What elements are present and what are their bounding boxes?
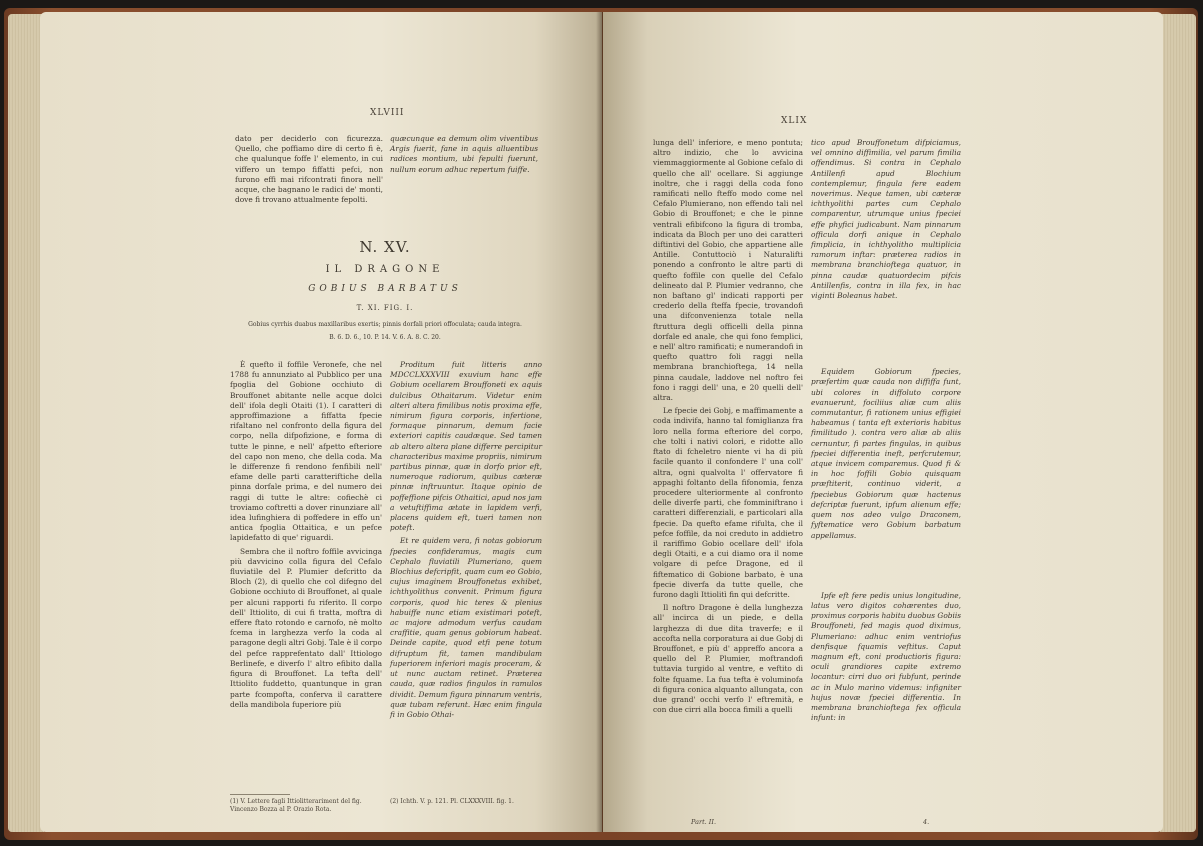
right-page-number: XLIX (781, 116, 808, 126)
left-latin-column: Proditum fuit litteris anno MDCCLXXXVIII exuvium hanc effe Gobium ocellarem Brouffoneti ex aquis dulcibus Othaitarum. Videtur enim alteri altera fimilibus notis proxima effe, nimirum figura corporis, infertione, formaque pinnarum, demum facie exteriori capitis caudæque. Sed tamen ab altero altera plane differre percipitur characteribus maxime propriis, nimirum partibus pinnæ, quæ in dorfo prior eft, numeroque radiorum, quibus cæteræ pinnæ inftruuntur. Itaque opinio de poffeffione pifcis Othaitici, apud nos jam a vetuftiffima ætate in lapidem verfi, placens quidem eft, tueri tamen non poteft. Et re quidem vera, fi notas gobiorum fpecies confideramus, magis cum Cephalo fluviatili Plumeriano, quem Blochius defcripfit, quam cum eo Gobio, cujus imaginem Brouffonetus exhibet, ichthyolithus convenit. Primum figura corporis, quod hic teres & plenius habuiffe nunc etiam existimari poteft, ac majore admodum verfus caudam craffitie, quam genus gobiorum habeat. Deinde capite, quod etfi pene totum difruptum fit, tamen mandibulam fuperiorem inferiori magis proceram, & ut nunc auctam retinet. Præterea cauda, quæ radios fingulos in ramulos dividit. Demum figura pinnarum ventris, quæ tubam referunt. Hæc enim fingula fi in Gobio Othai- (390, 360, 542, 719)
right-page (603, 12, 1163, 832)
intro-italian-text: dato per deciderlo con ficurezza. Quello, che poffiamo dire di certo fi è, che qualunque foffe l' elemento, in cui viffero un tempo fiffatti pefci, non furono effi mai rifcontrati finora nell' acque, che bagnano le radici de' monti, dove fi trovano attualmente fepolti. (235, 134, 383, 205)
species-diagnosis: Gobius cyrrhis duabus maxillaribus exertis; pinnis dorfali priori offoculata; cauda integra. (248, 321, 522, 328)
right-latin-column: tico apud Brouffonetum difpiciamus, vel omnino diffimilia, vel parum fimilia offendimus. Si contra in Cephalo Antillenfi apud Blochium contemplemur, fingula fere eadem noverimus. Neque tamen, ubi cæteræ ichthyolithi partes cum Cephalo comparentur, utrumque unius fpeciei effe phyfici judicabunt. Nam pinnarum officula dorfi anique in Cephalo fimplicia, in ichthyolitho multiplicia ramorum inftar: præterea radios in membrana branchioftega quatuor, in pinna caudæ quatuordecim pifcis Antillenfis, contra in illa fex, in hac viginti Boleanus habet. Equidem Gobiorum fpecies, præfertim quæ cauda non diffiffa funt, ubi colores in diffoluto corpore evanuerunt, fociliius aliæ cum aliis commutantur, fi rationem unius effigiei habeamus ( tanta eft exterioris habitus fimilitudo ). contra vero aliæ ab aliis cernuntur, fi partes fingulas, in quibus fpeciei differentia ineft, perfcrutemur, atque invicem comparemus. Quod fi & in hoc foffili Gobio quisquam præftiterit, continuo viderit, a fpeciebus Gobiorum quæ hactenus defcriptæ fuerunt, ipfum alienum effe; quem nos adeo vulgo Draconem, fyftematice vero Gobium barbatum appellamus. Ipfe eft fere pedis unius longitudine, latus vero digitos cohærentes duo, proximus corporis habitu duobus Gobiis Brouffoneti, fed magis quod diximus, Plumeriano: adhuc enim ventriofus denfisque fquamis veftitus. Caput magnum eft, coni productioris figura: oculi grandiores capite extremo locantur: cirri duo ori fubfunt, perinde ac in Mulo marino videmus: infigniter hujus novæ fpeciei differentia. In membrana branchioftega fex officula infunt: in (811, 138, 962, 723)
catchword: 4. (923, 818, 930, 826)
signature-mark: Part. II. (691, 818, 717, 826)
footnote-1: (1) V. Lettere fagli Ittiolitterariment del fig. Vincenzo Bozza al P. Orazio Rota. (230, 798, 362, 813)
plate-reference: T. XI. FIG. I. (356, 304, 414, 312)
left-page-number: XLVIII (370, 108, 405, 118)
right-page-edges (1160, 14, 1196, 832)
left-page-edges (8, 14, 44, 832)
footnote-rule (230, 794, 290, 795)
intro-latin-text: quæcunque ea demum olim viventibus Argis fuerit, fane in aquis alluentibus radices montium, ubi fepulti fuerunt, nullum eorum adhuc repertum fuiffe. (390, 134, 538, 174)
right-italian-column: lunga dell' inferiore, e meno pontuta; altro indizio, che lo avvicina viemmaggiormente al Gobione cefalo di quello che all' ocellare. Si aggiunge inoltre, che i raggi della coda fono ramificati nello fteffo modo come nel Cefalo Plumierano, non effendo tali nel Gobio di Brouffonet; e che le pinne ventrali efibifcono la figura di tromba, indicata da Bloch per uno dei caratteri diftintivi del Gobio, che appartiene alle Antille. Contuttociò i Naturalifti ponendo a confronto le altre parti di quefto foffile con quelle del Cefalo delineato dal P. Plumier vedranno, che non baftano gl' indicati rapporti per crederlo della fteffa fpecie, trovandofi una difconvenienza totale nella ftruttura degli officelli della pinna dorfale ed anale, che qui fono femplici, e nell' altro ramificati; e numerandofi in quefto quattro foli raggi nella membrana branchioftega, 14 nella pinna caudale, laddove nel noftro fei fono i raggi dell' una, e 20 quelli dell' altra. Le fpecie dei Gobj, e maffimamente a coda indivifa, hanno tal fomiglianza fra loro nella forma efteriore del corpo, che tolti i nativi colori, e ridotte allo ftato di fcheletro niente vi ha di più facile quanto il confondere l' una coll' altra, ogni qualvolta l' offervatore fi appaghi foltanto della fifonomia, fenza procedere ulteriormente al confronto delle diverfe parti, che fomminiftrano i caratteri differenziali, e particolari alla fpecie. Da quefto efame rifulta, che il pefce foffile, da noi creduto in addietro il rariffimo Gobio ocellare dell' ifola degli Otaiti, e a cui diamo ora il nome volgare di pefce Dragone, ed il fiftematico di Gobione barbato, è una fpecie diverfa da tutte quelle, che furono dagli Ittiolitì fin qui defcritte. Il noftro Dragone è della lunghezza all' incirca di un piede, e della larghezza di due dita traverfe; e il accofta nella corporatura ai due Gobj di Brouffonet, e più d' appreffo ancora a quello del P. Plumier, moftrandofi tuttavia turgido al ventre, e veftito di folte fquame. La fua tefta è voluminofa di figura conica alquanto allungata, con due grand' occhi verfo l' eftremità, e con due cirri alla bocca fimili a quelli (653, 138, 803, 715)
section-number: N. XV. (359, 238, 411, 256)
species-name-title: GOBIUS BARBATUS (308, 284, 462, 294)
fin-formula: B. 6. D. 6., 10. P. 14. V. 6. A. 8. C. 20. (329, 334, 441, 341)
footnote-2: (2) Ichth. V. p. 121. Pl. CLXXXVIII. fig. 1. (390, 798, 514, 805)
common-name-title: IL DRAGONE (325, 264, 445, 275)
left-page (40, 12, 602, 832)
left-italian-column: È quefto il foffile Veronefe, che nel 1788 fu annunziato al Pubblico per una fpoglia del Gobione occhiuto di Brouffonet abitante nelle acque dolci dell' ifola degli Otaiti (1). I caratteri di approffimazione a fiffatta fpecie rifaltano nel confronto della figura del corpo, nella difpofizione, e forma di tutte le pinne, e nell' afpetto efteriore del capo non meno, che della coda. Ma le differenze fi rendono fenfibili nell' efame delle parti caratteriftiche della pinna dorfale prima, e del numero dei raggi di tutte le altre: cofiechè ci troviamo coftretti a dover rinunziare all' idea lufinghiera di poffedere in effo un' antica fpoglia Ottaitica, e un pefce lapidefatto di que' riguardi. Sembra che il noftro foffile avvicinga più davvicino colla figura del Cefalo fluviatile del P. Plumier defcritto da Bloch (2), di quello che col difegno del Gobione occhiuto di Brouffonet, al quale per alcuni rapporti fu riferito. Il corpo dell' Ittiolito, di cui fi tratta, moftra di effere ftato rotondo e carnofo, nè molto fcema in larghezza verfo la coda al paragone degli altri Gobj. Tale è il corpo del pefce rapprefentato dall' Ittiologo Berlinefe, e diverfo l' altro efibito dalla figura di Brouffonet. La tefta dell' Ittiolito fuddetto, quantunque in gran parte fcompofta, conferva il carattere della mandibola fuperiore più (230, 360, 382, 709)
